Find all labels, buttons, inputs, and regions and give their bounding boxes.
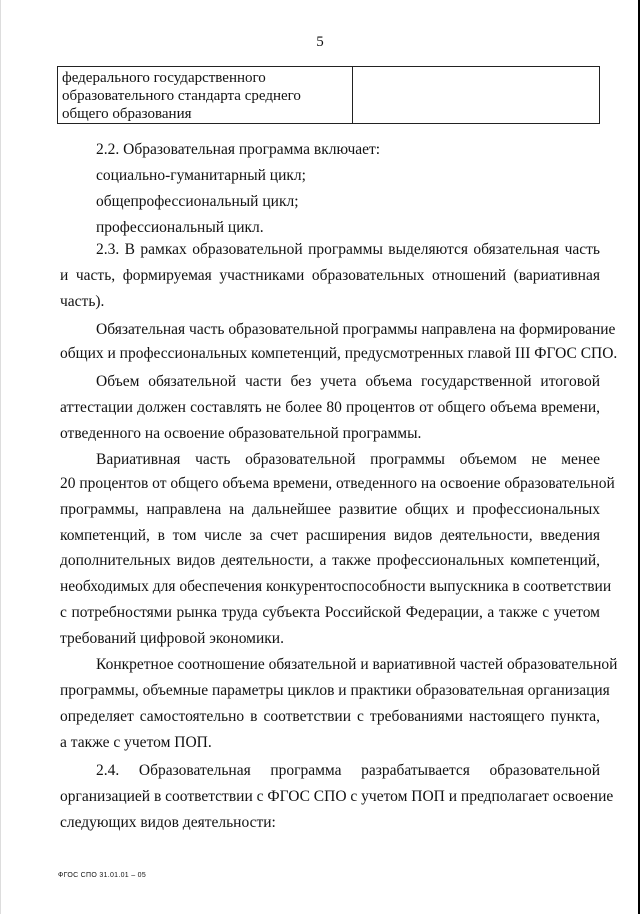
paragraph-line: программы, объемные параметры циклов и практики образовательная организация	[60, 682, 610, 699]
table-cell-empty	[353, 67, 600, 124]
paragraph-line: компетенций, в том числе за счет расширения видов деятельности, введения	[60, 527, 600, 544]
standard-table	[57, 66, 600, 124]
paragraph-line: профессиональный цикл.	[96, 219, 264, 236]
paragraph-line: аттестации должен составлять не более 80 процентов от общего объема времени,	[60, 399, 600, 416]
table-cell-line: образовательного стандарта среднего	[62, 88, 301, 104]
document-footer-code: ФГОС СПО 31.01.01 – 05	[58, 872, 147, 879]
table-cell-text	[58, 67, 353, 124]
paragraph-line: и часть, формируемая участниками образовательных отношений (вариативная	[60, 267, 600, 284]
paragraph-line: общих и профессиональных компетенций, предусмотренных главой III ФГОС СПО.	[60, 345, 618, 362]
paragraph-line: 2.3. В рамках образовательной программы выделяются обязательная часть	[96, 241, 600, 258]
paragraph-line: 2.2. Образовательная программа включает:	[96, 141, 381, 158]
paragraph-line: дополнительных видов деятельности, а также профессиональных компетенций,	[60, 552, 600, 569]
paragraph-line: часть).	[60, 293, 105, 310]
paragraph-line: социально-гуманитарный цикл;	[96, 167, 306, 184]
table-row	[58, 67, 600, 124]
paragraph-line: Объем обязательной части без учета объема государственной итоговой	[96, 373, 600, 390]
paragraph-line: общепрофессиональный цикл;	[96, 193, 299, 210]
paragraph-line: отведенного на освоение образовательной программы.	[60, 425, 422, 442]
paragraph-line: программы, направлена на дальнейшее развитие общих и профессиональных	[60, 501, 600, 518]
paragraph-line: Конкретное соотношение обязательной и вариативной частей образовательной	[96, 656, 618, 673]
paragraph-line: с потребностями рынка труда субъекта Российской Федерации, а также с учетом	[60, 604, 600, 621]
paragraph-line: а также с учетом ПОП.	[60, 734, 212, 751]
table-cell-line: общего образования	[62, 106, 192, 122]
paragraph-line: следующих видов деятельности:	[60, 814, 276, 831]
paragraph-line: определяет самостоятельно в соответствии с требованиями настоящего пункта,	[60, 708, 600, 725]
paragraph-line: организацией в соответствии с ФГОС СПО с учетом ПОП и предполагает освоение	[60, 788, 614, 805]
page-number: 5	[316, 34, 324, 50]
table-cell-line: федерального государственного	[62, 70, 266, 86]
paragraph-line: 20 процентов от общего объема времени, отведенного на освоение образовательной	[60, 475, 615, 492]
paragraph-line: требований цифровой экономики.	[60, 630, 284, 647]
paragraph-line: необходимых для обеспечения конкурентоспособности выпускника в соответствии	[60, 578, 612, 595]
paragraph-line: 2.4. Образовательная программа разрабатывается образовательной	[96, 762, 600, 779]
paragraph-line: Вариативная часть образовательной программы объемом не менее	[96, 451, 600, 468]
paragraph-line: Обязательная часть образовательной программы направлена на формирование	[96, 321, 616, 338]
